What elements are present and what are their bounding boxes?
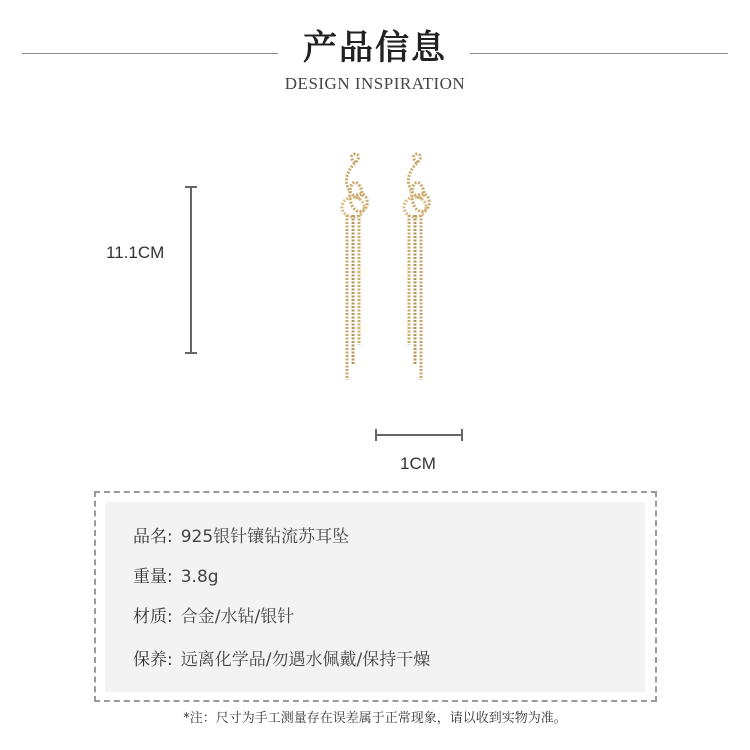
spec-label: 品名: <box>133 527 173 547</box>
spec-label: 材质: <box>133 607 173 627</box>
spec-label: 重量: <box>133 567 173 587</box>
earrings-image <box>320 145 440 405</box>
spec-value: 远离化学品/勿遇水佩戴/保持干燥 <box>180 650 431 670</box>
spec-label: 保养: <box>133 650 173 670</box>
spec-row-weight <box>133 566 219 588</box>
page-title: 产品信息 <box>303 28 447 68</box>
spec-row-name <box>133 526 349 548</box>
spec-value: 3.8g <box>180 567 219 587</box>
spec-row-care <box>133 649 430 671</box>
page-subtitle: DESIGN INSPIRATION <box>284 74 466 93</box>
spec-row-material <box>133 606 294 628</box>
height-label: 11.1CM <box>106 243 165 262</box>
width-label: 1CM <box>400 454 436 473</box>
spec-value: 925银针镶钻流苏耳坠 <box>180 527 350 547</box>
spec-value: 合金/水钻/银针 <box>180 607 295 627</box>
footer-note: *注：尺寸为手工测量存在误差属于正常现象，请以收到实物为准。 <box>183 711 567 726</box>
